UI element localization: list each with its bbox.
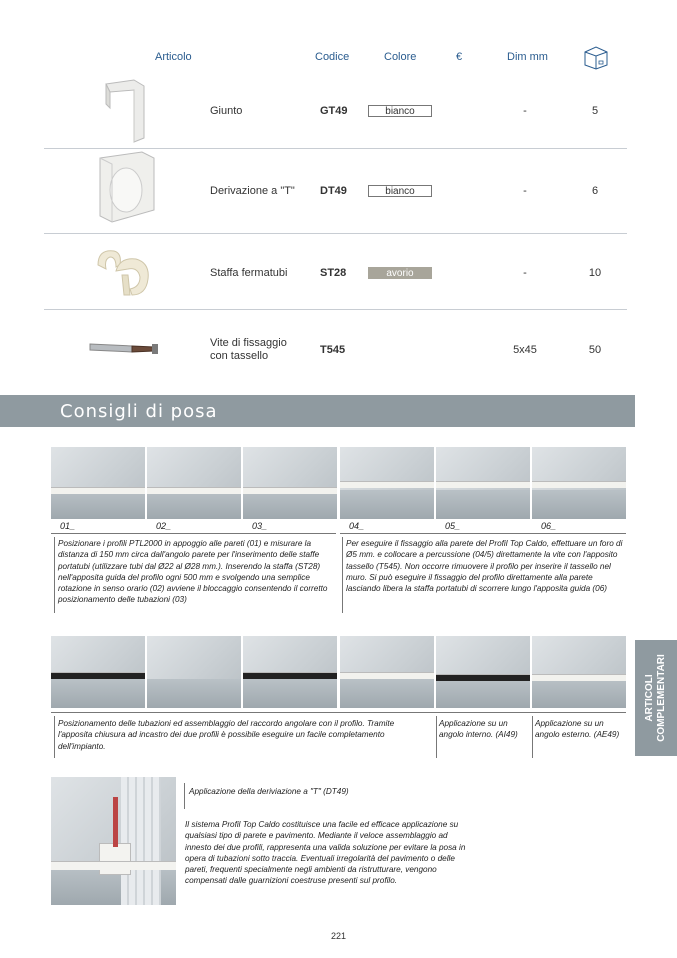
- row-dim: -: [523, 185, 527, 197]
- photo-tubazioni-2: [147, 636, 241, 708]
- photo-tubazioni-3: [243, 636, 337, 708]
- instructions-paragraph-5: Applicazione su un angolo esterno. (AE49): [535, 719, 620, 740]
- page-number: 221: [330, 931, 347, 941]
- side-tab-line2: COMPLEMENTARI: [656, 654, 667, 742]
- header-codice: Codice: [315, 51, 350, 63]
- color-badge: bianco: [368, 105, 432, 117]
- photo-angolo-interno: [436, 636, 530, 708]
- row-qty: 6: [591, 185, 599, 197]
- row-code: GT49: [320, 105, 348, 117]
- photo-tubazioni-4: [340, 636, 434, 708]
- header-colore: Colore: [384, 51, 417, 63]
- step-label: 06_: [541, 521, 557, 531]
- row-underline: [51, 712, 626, 713]
- row-code: DT49: [320, 185, 347, 197]
- row-name: Staffa fermatubi: [210, 267, 288, 279]
- row-qty: 10: [588, 267, 602, 279]
- header-euro: €: [456, 51, 463, 63]
- row-dim: -: [523, 105, 527, 117]
- text-rule: [184, 783, 185, 809]
- step-underline: [51, 533, 336, 534]
- radiator: [121, 777, 161, 905]
- step-underline: [340, 533, 626, 534]
- row-name: Giunto: [210, 105, 243, 117]
- derivazione-caption: Applicazione della deriviazione a "T" (DT49): [189, 787, 349, 796]
- instructions-paragraph-4: Applicazione su un angolo interno. (AI49): [439, 719, 518, 740]
- profile: [51, 861, 176, 870]
- color-badge: bianco: [368, 185, 432, 197]
- text-rule: [436, 716, 437, 758]
- derivazione-image: [92, 150, 160, 228]
- row-qty: 50: [588, 344, 602, 356]
- section-title: Consigli di posa: [60, 401, 218, 422]
- photo-step-05: [436, 447, 530, 519]
- row-dim: -: [523, 267, 527, 279]
- row-name: Derivazione a "T": [210, 185, 295, 197]
- photo-step-06: [532, 447, 626, 519]
- text-rule: [532, 716, 533, 758]
- photo-angolo-esterno: [532, 636, 626, 708]
- text-rule: [54, 716, 55, 758]
- side-tab-line1: ARTICOLI: [644, 674, 655, 722]
- instructions-paragraph-2: Per eseguire il fissaggio alla parete del Profil Top Caldo, effettuare un foro di Ø5 mm. e collocare a percussione (04/5) direttamente la vite con l'apposito tassello (T545). Non occorre rimuovere il profilo per inserire il tassello nel muro. Si può eseguire il fissaggio del profilo direttamente alla parete lasciando libera la staffa portatubi di scorrere lungo l'apposita guida (06): [346, 539, 623, 594]
- step-label: 01_: [60, 521, 76, 531]
- row-name-line1: Vite di fissaggio: [210, 337, 287, 349]
- step-label: 02_: [156, 521, 172, 531]
- photo-tubazioni-1: [51, 636, 145, 708]
- step-label: 04_: [349, 521, 365, 531]
- row-dim: 5x45: [513, 344, 537, 356]
- header-articolo: Articolo: [155, 51, 192, 63]
- photo-step-03: [243, 447, 337, 519]
- vite-image: [88, 336, 164, 360]
- photo-derivazione-t: [51, 777, 176, 905]
- row-qty: 5: [591, 105, 599, 117]
- step-label: 05_: [445, 521, 461, 531]
- row-name-line2: con tassello: [210, 350, 269, 362]
- row-code: T545: [320, 344, 346, 356]
- photo-step-02: [147, 447, 241, 519]
- photo-step-04: [340, 447, 434, 519]
- row-divider: [44, 309, 627, 310]
- row-divider: [44, 148, 627, 149]
- box-icon: [582, 44, 610, 70]
- side-tab-label: [644, 654, 668, 742]
- staffa-image: [92, 245, 160, 301]
- instructions-paragraph-1: Posizionare i profili PTL2000 in appoggio alle pareti (01) e misurare la distanza di 150 mm circa dall'angolo parete per l'inserimento delle staffe portatubi (utilizzare tubi dal Ø22 al Ø28 mm.). Inserendo la staffa (ST28) nell'apposita guida del profilo ogni 500 mm e svolgendo una semplice rotazione in senso orario (02) avviene il bloccaggio consentendo il corretto posizionamento delle tubazioni (03): [58, 539, 328, 605]
- step-label: 03_: [252, 521, 268, 531]
- row-divider: [44, 233, 627, 234]
- text-rule: [342, 537, 343, 613]
- row-code: ST28: [320, 267, 347, 279]
- color-badge: avorio: [368, 267, 432, 279]
- instructions-paragraph-3: Posizionamento delle tubazioni ed assemblaggio del raccordo angolare con il profilo. Tramite l'apposita chiusura ad incastro dei due profili è possibile eseguire un facile completamento dell'impianto.: [58, 719, 395, 751]
- description-paragraph: Il sistema Profil Top Caldo costituisce una facile ed efficace applicazione su qualsiasi tipo di parete e pavimento. Mediante il veloce assemblaggio ad innesto dei due profili, rappresenta una valida soluzione per evitare la posa in opera di tubazioni sotto traccia. Eventuali irregolarità del pavimento o delle pareti, frequenti specialmente negli ambienti da ristrutturare, vengono compensati dalle guarnizioni coestruse presenti sul profilo.: [185, 820, 466, 886]
- pipe: [113, 797, 118, 847]
- t-fitting: [99, 843, 131, 875]
- photo-step-01: [51, 447, 145, 519]
- giunto-image: [98, 78, 148, 144]
- header-dim: Dim mm: [507, 51, 548, 63]
- text-rule: [54, 537, 55, 613]
